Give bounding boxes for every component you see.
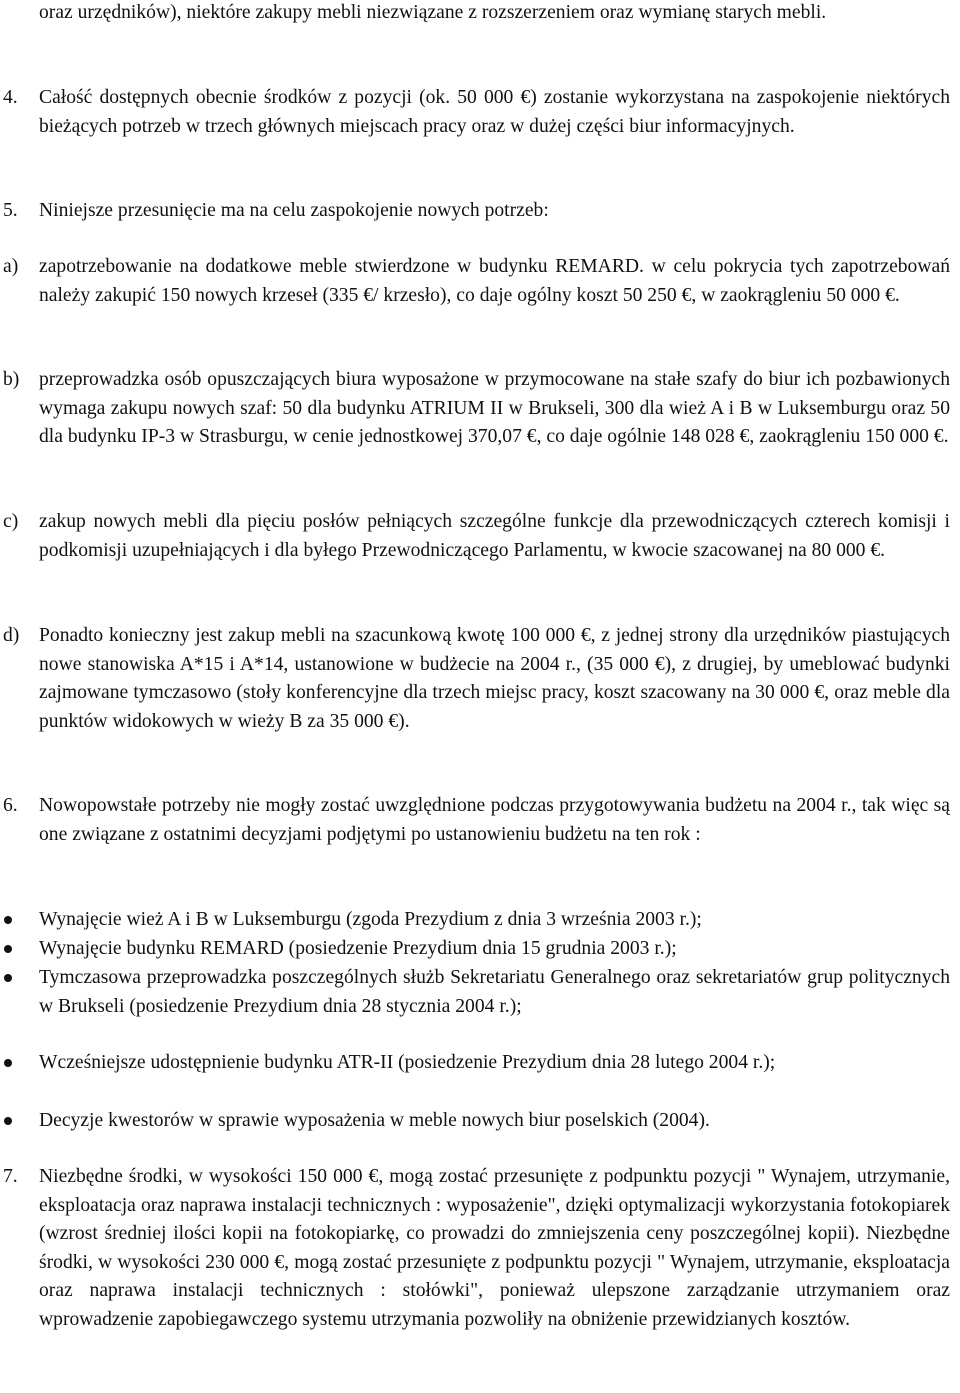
bullet-text: Decyzje kwestorów w sprawie wyposażenia w meble nowych biur poselskich (2004). <box>39 1110 710 1131</box>
bullet-text: Wynajęcie budynku REMARD (posiedzenie Prezydium dnia 15 grudnia 2003 r.); <box>39 938 677 959</box>
bullet-icon <box>4 1059 12 1067</box>
item-text: Niezbędne środki, w wysokości 150 000 €, mogą zostać przesunięte z podpunktu pozycji " Wynajem, utrzymanie, eksploatacja oraz naprawa instalacji technicznych : wyposażenie", dzięki optymalizacji wykorzystania fotokopiarek (wzrost średniej ilości kopii na fotokopiarkę, co prowadzi do zmniejszenia ceny poszczególnej kopii). Niezbędne środki, w wysokości 230 000 €, mogą zostać przesunięte z podpunktu pozycji " Wynajem, utrzymanie, eksploatacja oraz naprawa instalacji technicznych : stołówki", ponieważ ulepszone zarządzanie utrzymaniem oraz wprowadzenie zapobiegawczego systemu utrzymania pozwoliły na obniżenie przewidzianych kosztów. <box>39 1166 950 1330</box>
item-letter: b) <box>3 369 20 390</box>
intro-text: oraz urzędników), niektóre zakupy mebli niezwiązane z rozszerzeniem oraz wymianę starych mebli. <box>39 2 827 23</box>
item-letter: c) <box>3 511 19 532</box>
bullet-icon <box>4 974 12 982</box>
item-number: 7. <box>3 1166 18 1187</box>
bullet-text: Tymczasowa przeprowadzka poszczególnych służb Sekretariatu Generalnego oraz sekretariatów grup politycznych w Brukseli (posiedzenie Prezydium dnia 28 stycznia 2004 r.); <box>39 967 950 1017</box>
item-letter: d) <box>3 625 20 646</box>
bullet-text: Wynajęcie wież A i B w Luksemburgu (zgoda Prezydium z dnia 3 września 2003 r.); <box>39 909 702 930</box>
item-text: Całość dostępnych obecnie środków z pozycji (ok. 50 000 €) zostanie wykorzystana na zaspokojenie niektórych bieżących potrzeb w trzech głównych miejscach pracy oraz w dużej części biur informacyjnych. <box>39 87 950 137</box>
item-letter: a) <box>3 256 19 277</box>
bullet-icon <box>4 916 12 924</box>
item-text: zapotrzebowanie na dodatkowe meble stwierdzone w budynku REMARD. w celu pokrycia tych zapotrzebowań należy zakupić 150 nowych krzeseł (335 €/ krzesło), co daje ogólny koszt 50 250 €, w zaokrągleniu 50 000 €. <box>39 256 950 306</box>
item-text: przeprowadzka osób opuszczających biura wyposażone w przymocowane na stałe szafy do biur ich pozbawionych wymaga zakupu nowych szaf: 50 dla budynku ATRIUM II w Brukseli, 300 dla wież A i B w Luksemburgu oraz 50 dla budynku IP-3 w Strasburgu, w cenie jednostkowej 370,07 €, co daje ogólnie 148 028 €, zaokrągleniu 150 000 €. <box>39 369 950 448</box>
bullet-icon <box>4 945 12 953</box>
bullet-text: Wcześniejsze udostępnienie budynku ATR-II (posiedzenie Prezydium dnia 28 lutego 2004 r.); <box>39 1052 776 1073</box>
item-number: 5. <box>3 200 18 221</box>
bullet-icon <box>4 1117 12 1125</box>
item-text: Niniejsze przesunięcie ma na celu zaspokojenie nowych potrzeb: <box>39 200 549 221</box>
item-text: zakup nowych mebli dla pięciu posłów pełniących szczególne funkcje dla przewodniczących czterech komisji i podkomisji uzupełniających i dla byłego Przewodniczącego Parlamentu, w kwocie szacowanej na 80 000 €. <box>39 511 950 561</box>
item-number: 4. <box>3 87 18 108</box>
item-text: Nowopowstałe potrzeby nie mogły zostać uwzględnione podczas przygotowywania budżetu na 2004 r., tak więc są one związane z ostatnimi decyzjami podjętymi po ustanowieniu budżetu na ten rok : <box>39 795 950 845</box>
item-text: Ponadto konieczny jest zakup mebli na szacunkową kwotę 100 000 €, z jednej strony dla urzędników piastujących nowe stanowiska A*15 i A*14, ustanowione w budżecie na 2004 r., (35 000 €), z drugiej, by umeblować budynki zajmowane tymczasowo (stoły konferencyjne dla trzech miejsc pracy, koszt szacowany na 30 000 €, oraz meble dla punktów widokowych w wieży B za 35 000 €). <box>39 625 950 732</box>
item-number: 6. <box>3 795 18 816</box>
